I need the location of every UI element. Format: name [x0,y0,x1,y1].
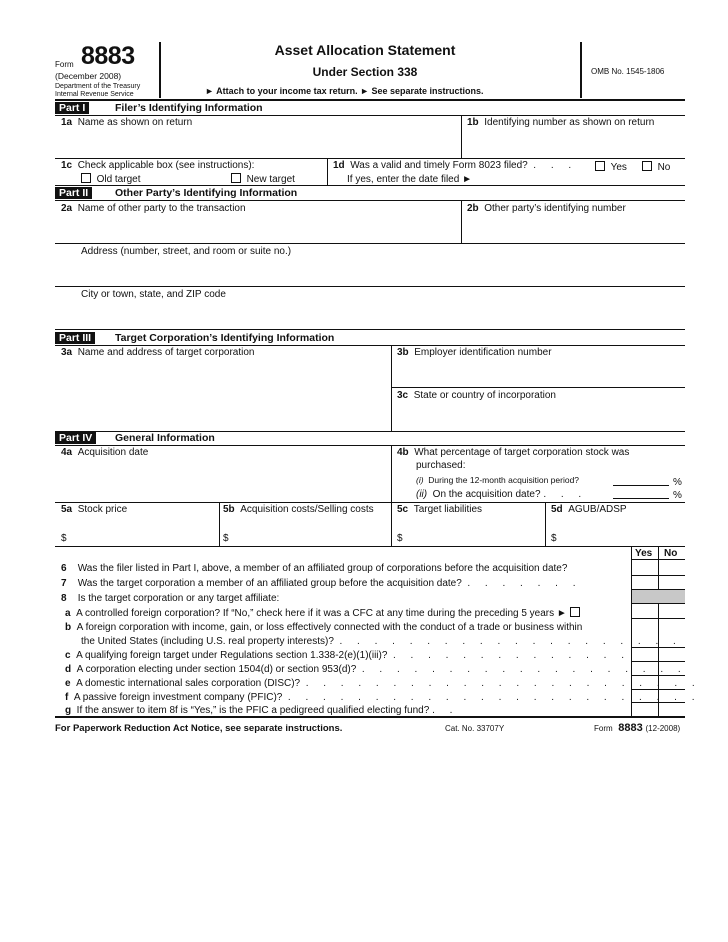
q6-text: 6 Was the filer listed in Part I, above, a member of an affiliated group of corporations before the acquisition date? [61,563,568,574]
q8c-yes[interactable] [632,648,658,661]
acq-costs-field[interactable] [231,517,389,545]
stock-price-dollar: $ [61,533,67,544]
target-state-field[interactable] [395,401,683,429]
line-4a-label: 4a Acquisition date [61,447,149,458]
form-8023-no-checkbox[interactable] [642,161,652,171]
q8e-text: e A domestic international sales corporation (DISC)? . . . . . . . . . . . . . . . . . . . . . . . [65,678,701,689]
agub-adsp-field[interactable] [559,517,683,545]
new-target-option[interactable]: New target [231,173,295,185]
part-3-title: Target Corporation’s Identifying Information [115,332,335,344]
q8g-yes[interactable] [632,703,658,716]
old-target-option[interactable]: Old target [81,173,140,185]
attach-instructions: ► Attach to your income tax return. ► See separate instructions. [205,86,484,96]
catalog-number: Cat. No. 33707Y [445,724,505,733]
q8f-yes[interactable] [632,690,658,702]
target-liab-dollar: $ [397,533,403,544]
cfc-5-year-checkbox[interactable] [570,607,580,617]
col-no-header: No [664,548,678,559]
q8-text: 8 Is the target corporation or any target affiliate: [61,593,280,604]
pct-sign-2: % [673,490,682,501]
agub-dollar: $ [551,533,557,544]
form-8023-no[interactable]: No [642,161,670,173]
city-label: City or town, state, and ZIP code [81,289,226,300]
q8d-no[interactable] [659,662,685,675]
q8b-yes[interactable] [632,619,658,647]
part-4-title: General Information [115,432,215,444]
line-5d-label: 5d AGUB/ADSP [551,504,627,515]
q7-text: 7 Was the target corporation a member of an affiliated group before the acquisition date? . . . . . . . [61,578,582,589]
filer-name-field[interactable] [75,128,459,158]
dept-line1: Department of the Treasury [55,83,141,90]
q6-yes[interactable] [632,560,658,575]
q8b-no[interactable] [659,619,685,647]
line-1b-label: 1b Identifying number as shown on return [467,117,655,128]
other-party-id-field[interactable] [465,214,683,242]
part-3-tag: Part III [55,332,95,344]
part-2-tag: Part II [55,187,92,199]
part-1-tag: Part I [55,102,89,114]
q8b-text-cont: the United States (including U.S. real property interests)? . . . . . . . . . . . . . . . . . . . . [81,636,682,647]
q8a-yes[interactable] [632,604,658,618]
q8a-no[interactable] [659,604,685,618]
line-1c-label: 1c Check applicable box (see instructions): [61,160,255,171]
form-word: Form [55,60,74,69]
address-label: Address (number, street, and room or suite no.) [81,246,292,257]
pct-sign-1: % [673,477,682,488]
q8c-text: c A qualifying foreign target under Regulations section 1.338-2(e)(1)(iii)? . . . . . . . . . . . . . . [65,650,630,661]
other-party-city-field[interactable] [75,300,681,328]
part-4-tag: Part IV [55,432,96,444]
line-5a-label: 5a Stock price [61,504,128,515]
q8d-text: d A corporation electing under section 1504(d) or section 953(d)? . . . . . . . . . . . . . . . . . . . [65,664,687,675]
line-5b-label: 5b Acquisition costs/Selling costs [223,504,374,515]
paperwork-notice: For Paperwork Reduction Act Notice, see separate instructions. [55,723,343,734]
q8g-no[interactable] [659,703,685,716]
pct-acq-date-field[interactable] [613,489,669,499]
line-1d-date-label: If yes, enter the date filed ► [347,174,472,185]
col-yes-header: Yes [635,548,653,559]
filer-id-field[interactable] [465,128,683,158]
line-2a-label: 2a Name of other party to the transaction [61,203,246,214]
line-1d-label: 1d Was a valid and timely Form 8023 filed? . . . [333,160,578,171]
pct-12-month-field[interactable] [613,476,669,486]
part-1-title: Filer’s Identifying Information [115,102,263,114]
q8f-text: f A passive foreign investment company (PFIC)? . . . . . . . . . . . . . . . . . . . . . . . . [65,692,701,703]
line-3c-label: 3c State or country of incorporation [397,390,556,401]
acquisition-date-field[interactable] [75,458,389,500]
line-3b-label: 3b Employer identification number [397,347,552,358]
line-3a-label: 3a Name and address of target corporation [61,347,255,358]
line-4b-label: 4b What percentage of target corporation stock was [397,447,630,458]
q8a-text: a A controlled foreign corporation? If “No,” check here if it was a CFC at any time during the preceding 5 years ► [65,607,580,619]
q8g-text: g If the answer to item 8f is “Yes,” is the PFIC a pedigreed qualified electing fund? . . [65,705,459,716]
q7-no[interactable] [659,576,685,589]
part-2-title: Other Party’s Identifying Information [115,187,298,199]
old-target-checkbox[interactable] [81,173,91,183]
line-4b-ii-label: (ii) On the acquisition date? . . . [416,489,588,500]
q8d-yes[interactable] [632,662,658,675]
footer-form-id: Form 8883 (12-2008) [594,722,681,734]
other-party-address-field[interactable] [75,257,681,285]
q8-shaded-cell [632,590,685,603]
line-1a-label: 1a Name as shown on return [61,117,193,128]
q8f-no[interactable] [659,690,685,702]
q8e-no[interactable] [659,676,685,689]
other-party-name-field[interactable] [75,214,459,242]
form-number: 8883 [81,42,135,70]
dept-line2: Internal Revenue Service [55,91,134,98]
form-subtitle: Under Section 338 [312,65,418,79]
form-8023-yes[interactable]: Yes [595,161,627,173]
line-5c-label: 5c Target liabilities [397,504,483,515]
acq-costs-dollar: $ [223,533,229,544]
q6-no[interactable] [659,560,685,575]
q8e-yes[interactable] [632,676,658,689]
form-8023-yes-checkbox[interactable] [595,161,605,171]
q8b-text: b A foreign corporation with income, gain, or loss effectively connected with the conduct of a trade or business within [65,622,583,633]
new-target-checkbox[interactable] [231,173,241,183]
form-title: Asset Allocation Statement [274,42,456,58]
q7-yes[interactable] [632,576,658,589]
target-ein-field[interactable] [395,358,683,386]
stock-price-field[interactable] [69,517,217,545]
line-4b-label-cont: purchased: [416,460,466,471]
line-2b-label: 2b Other party’s identifying number [467,203,626,214]
target-name-address-field[interactable] [75,358,389,428]
omb-number: OMB No. 1545-1806 [591,67,665,76]
target-liabilities-field[interactable] [405,517,543,545]
line-4b-i-label: (i) During the 12-month acquisition period? [416,475,580,485]
q8c-no[interactable] [659,648,685,661]
revision-date: (December 2008) [55,71,122,81]
